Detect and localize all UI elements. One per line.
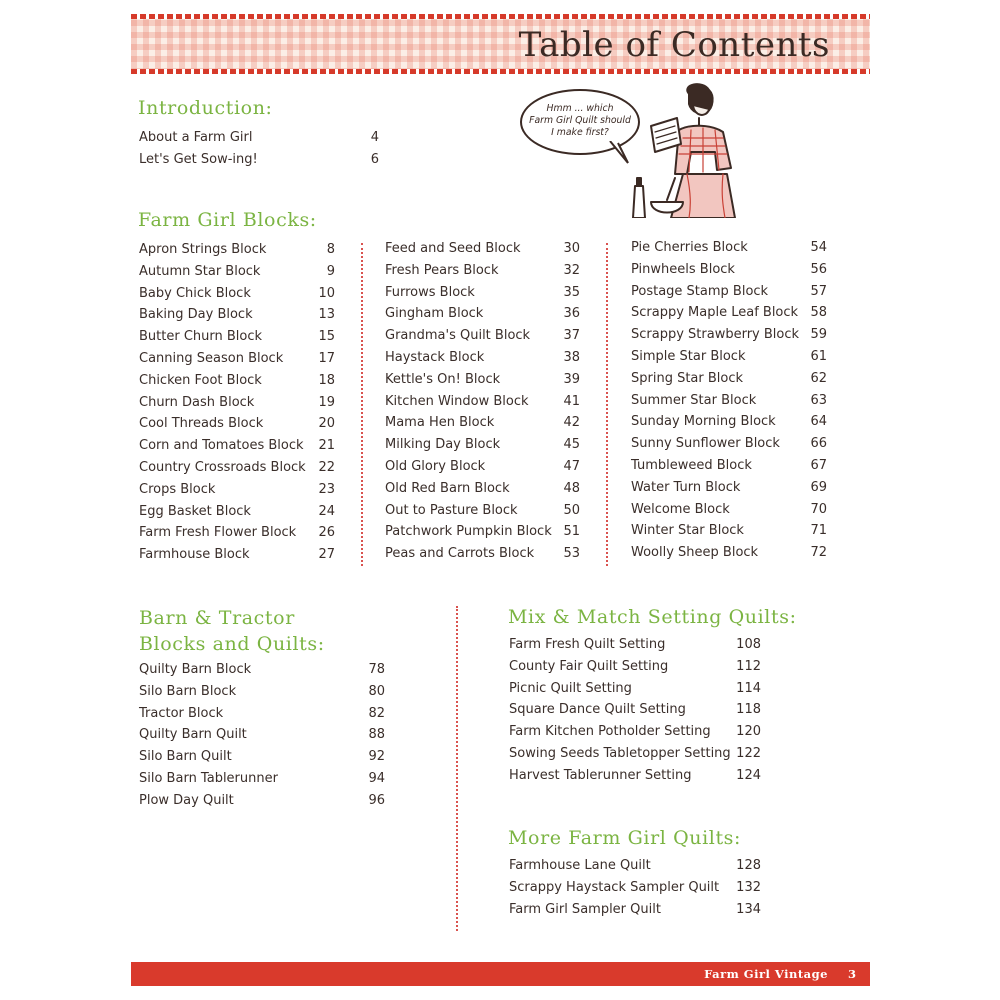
toc-entry-title: Autumn Star Block xyxy=(139,263,261,279)
toc-entry xyxy=(139,457,335,479)
toc-entry-page: 37 xyxy=(563,328,580,344)
toc-entry-title: Plow Day Quilt xyxy=(139,792,234,808)
toc-entry-title: Pie Cherries Block xyxy=(631,240,748,255)
toc-entry-page: 61 xyxy=(810,348,827,364)
toc-entry xyxy=(139,392,335,414)
toc-entry-page: 36 xyxy=(563,306,580,322)
toc-entry-title: Gingham Block xyxy=(385,306,484,322)
toc-entry-page: 18 xyxy=(318,372,335,388)
toc-entry xyxy=(509,721,761,743)
toc-entry xyxy=(631,499,827,521)
toc-entry-title: Farmhouse Block xyxy=(139,547,250,563)
speech-bubble-tail-icon xyxy=(608,141,630,165)
toc-entry-page: 64 xyxy=(810,414,827,430)
barn-tractor-heading xyxy=(139,605,325,657)
toc-entry-title: Old Glory Block xyxy=(385,458,486,474)
toc-entry xyxy=(631,237,827,259)
toc-entry-title: Picnic Quilt Setting xyxy=(509,680,632,696)
toc-entry-page: 56 xyxy=(810,261,827,277)
toc-entry-title: Haystack Block xyxy=(385,349,485,365)
toc-entry-page: 13 xyxy=(318,307,335,323)
toc-entry xyxy=(385,412,580,434)
toc-entry xyxy=(631,324,827,346)
toc-entry-page: 20 xyxy=(318,416,335,432)
toc-entry-page: 6 xyxy=(370,151,379,167)
toc-entry xyxy=(385,325,580,347)
toc-entry xyxy=(139,413,335,435)
introduction-heading: Introduction: xyxy=(138,97,273,119)
toc-entry xyxy=(385,238,580,260)
toc-entry xyxy=(139,479,335,501)
toc-entry-title: Corn and Tomatoes Block xyxy=(139,438,304,454)
toc-entry-title: Kettle's On! Block xyxy=(385,371,501,387)
barn-tractor-heading-line-2: Blocks and Quilts: xyxy=(139,633,325,655)
toc-entry xyxy=(139,790,385,812)
toc-entry-title: Egg Basket Block xyxy=(139,503,251,519)
toc-entry-page: 69 xyxy=(810,479,827,495)
toc-entry-title: Farm Kitchen Potholder Setting xyxy=(509,724,711,740)
toc-entry xyxy=(385,303,580,325)
farm-girl-blocks-column-1 xyxy=(139,239,335,566)
toc-entry-page: 82 xyxy=(368,705,385,721)
toc-entry xyxy=(385,260,580,282)
toc-entry-page: 15 xyxy=(318,329,335,345)
toc-entry-page: 88 xyxy=(368,727,385,743)
toc-entry xyxy=(509,899,761,921)
toc-entry-title: Fresh Pears Block xyxy=(385,262,499,278)
toc-entry-title: Butter Churn Block xyxy=(139,329,263,345)
toc-entry-page: 27 xyxy=(318,547,335,563)
toc-entry xyxy=(139,746,385,768)
toc-entry-page: 72 xyxy=(810,545,827,561)
column-divider-1 xyxy=(361,243,363,566)
toc-entry-page: 94 xyxy=(368,770,385,786)
mix-match-heading: Mix & Match Setting Quilts: xyxy=(508,606,797,628)
toc-entry-title: Farm Fresh Flower Block xyxy=(139,525,297,541)
toc-entry xyxy=(631,542,827,564)
toc-entry xyxy=(385,478,580,500)
toc-entry-title: Churn Dash Block xyxy=(139,394,255,410)
toc-entry xyxy=(139,261,335,283)
toc-entry xyxy=(139,149,379,171)
toc-entry-title: Postage Stamp Block xyxy=(631,283,769,299)
toc-entry xyxy=(631,455,827,477)
toc-entry-page: 59 xyxy=(810,327,827,343)
toc-entry xyxy=(631,390,827,412)
toc-entry xyxy=(139,370,335,392)
toc-entry-page: 80 xyxy=(368,683,385,699)
toc-entry xyxy=(139,501,335,523)
farm-girl-blocks-column-3 xyxy=(631,237,827,564)
toc-entry-page: 57 xyxy=(810,283,827,299)
toc-entry-title: Quilty Barn Quilt xyxy=(139,727,247,743)
toc-entry-page: 96 xyxy=(368,792,385,808)
toc-entry-title: Country Crossroads Block xyxy=(139,459,306,475)
toc-entry-page: 92 xyxy=(368,749,385,765)
toc-entry-title: Silo Barn Block xyxy=(139,683,237,699)
toc-entry xyxy=(631,520,827,542)
toc-entry xyxy=(139,724,385,746)
toc-entry-page: 134 xyxy=(736,901,761,917)
farm-girl-blocks-heading: Farm Girl Blocks: xyxy=(138,209,317,231)
toc-entry-title: Sunny Sunflower Block xyxy=(631,436,780,452)
toc-entry-title: Harvest Tablerunner Setting xyxy=(509,767,692,783)
toc-entry-title: Milking Day Block xyxy=(385,437,501,453)
toc-entry xyxy=(631,368,827,390)
toc-entry-page: 8 xyxy=(326,242,335,257)
mix-match-list xyxy=(509,634,761,787)
toc-entry xyxy=(139,127,379,149)
toc-entry-title: Spring Star Block xyxy=(631,370,744,386)
toc-entry-page: 53 xyxy=(563,546,580,562)
barn-tractor-list xyxy=(139,659,385,812)
toc-entry xyxy=(385,369,580,391)
toc-entry xyxy=(385,282,580,304)
toc-entry-title: Peas and Carrots Block xyxy=(385,546,535,562)
column-divider-2 xyxy=(606,243,608,566)
toc-entry xyxy=(509,765,761,787)
toc-entry-page: 30 xyxy=(563,241,580,256)
toc-entry-page: 47 xyxy=(563,458,580,474)
toc-entry xyxy=(509,656,761,678)
toc-entry-title: Mama Hen Block xyxy=(385,415,495,431)
toc-entry xyxy=(509,855,761,877)
introduction-list xyxy=(139,127,379,171)
toc-entry-title: Scrappy Maple Leaf Block xyxy=(631,305,799,321)
toc-entry xyxy=(509,743,761,765)
toc-entry-page: 54 xyxy=(810,240,827,255)
toc-entry xyxy=(139,304,335,326)
gingham-header-banner xyxy=(131,14,870,74)
toc-entry xyxy=(509,699,761,721)
toc-entry-title: Canning Season Block xyxy=(139,350,284,366)
footer-book-title: Farm Girl Vintage xyxy=(704,967,828,981)
toc-entry-page: 22 xyxy=(318,459,335,475)
toc-entry-title: Baby Chick Block xyxy=(139,285,251,301)
toc-entry-page: 112 xyxy=(736,658,761,674)
vintage-woman-reading-cookbook-icon xyxy=(631,82,761,218)
toc-entry-title: Kitchen Window Block xyxy=(385,393,529,409)
toc-entry-title: Chicken Foot Block xyxy=(139,372,262,388)
toc-entry-title: Farmhouse Lane Quilt xyxy=(509,858,651,873)
toc-entry-title: Water Turn Block xyxy=(631,479,741,495)
toc-entry-page: 124 xyxy=(736,767,761,783)
footer-bar xyxy=(131,962,870,986)
toc-entry-title: Cool Threads Block xyxy=(139,416,264,432)
toc-entry xyxy=(139,283,335,305)
toc-entry-title: Sunday Morning Block xyxy=(631,414,776,430)
toc-entry-title: Simple Star Block xyxy=(631,348,746,364)
toc-entry-title: Welcome Block xyxy=(631,501,730,517)
toc-entry xyxy=(631,433,827,455)
toc-entry-page: 24 xyxy=(318,503,335,519)
toc-entry-page: 17 xyxy=(318,350,335,366)
toc-entry xyxy=(139,348,335,370)
toc-entry-title: Square Dance Quilt Setting xyxy=(509,702,686,718)
page-title: Table of Contents xyxy=(518,25,830,65)
toc-entry-page: 42 xyxy=(563,415,580,431)
toc-entry-title: County Fair Quilt Setting xyxy=(509,658,669,674)
toc-entry xyxy=(385,391,580,413)
toc-entry xyxy=(139,703,385,725)
toc-entry-title: Farm Girl Sampler Quilt xyxy=(509,901,661,917)
toc-entry xyxy=(509,678,761,700)
toc-entry-title: Summer Star Block xyxy=(631,392,757,408)
toc-entry-title: Winter Star Block xyxy=(631,523,744,539)
toc-entry-title: Sowing Seeds Tabletopper Setting xyxy=(509,745,731,761)
toc-entry-page: 67 xyxy=(810,457,827,473)
toc-entry-title: Out to Pasture Block xyxy=(385,502,518,518)
toc-entry xyxy=(139,544,335,566)
toc-entry-page: 10 xyxy=(318,285,335,301)
toc-entry-title: Tumbleweed Block xyxy=(631,457,752,473)
toc-entry-page: 132 xyxy=(736,879,761,895)
toc-entry-page: 4 xyxy=(370,130,379,145)
toc-entry-page: 63 xyxy=(810,392,827,408)
toc-entry-page: 128 xyxy=(736,858,761,873)
toc-entry-title: Patchwork Pumpkin Block xyxy=(385,524,552,540)
toc-entry xyxy=(385,521,580,543)
toc-entry-title: Grandma's Quilt Block xyxy=(385,328,531,344)
toc-entry-page: 122 xyxy=(736,745,761,761)
toc-entry-page: 66 xyxy=(810,436,827,452)
toc-entry xyxy=(631,477,827,499)
toc-entry-page: 35 xyxy=(563,284,580,300)
toc-entry-page: 51 xyxy=(563,524,580,540)
toc-entry-page: 114 xyxy=(736,680,761,696)
toc-entry-title: Woolly Sheep Block xyxy=(631,545,759,561)
toc-entry-title: Crops Block xyxy=(139,481,216,497)
toc-entry xyxy=(139,681,385,703)
toc-entry xyxy=(631,259,827,281)
toc-entry xyxy=(385,434,580,456)
toc-entry xyxy=(139,326,335,348)
toc-entry xyxy=(385,456,580,478)
toc-entry-title: About a Farm Girl xyxy=(139,130,253,145)
toc-entry xyxy=(385,347,580,369)
farm-girl-blocks-column-2 xyxy=(385,238,580,565)
toc-entry xyxy=(139,522,335,544)
toc-entry-title: Feed and Seed Block xyxy=(385,241,521,256)
toc-page xyxy=(131,14,870,986)
toc-entry-page: 39 xyxy=(563,371,580,387)
toc-entry-page: 118 xyxy=(736,702,761,718)
toc-entry-page: 108 xyxy=(736,637,761,652)
toc-entry-page: 38 xyxy=(563,349,580,365)
toc-entry-title: Scrappy Haystack Sampler Quilt xyxy=(509,879,720,895)
toc-entry-page: 41 xyxy=(563,393,580,409)
toc-entry xyxy=(139,768,385,790)
toc-entry xyxy=(139,659,385,681)
toc-entry-page: 78 xyxy=(368,662,385,677)
toc-entry-page: 32 xyxy=(563,262,580,278)
toc-entry-page: 71 xyxy=(810,523,827,539)
toc-entry-page: 19 xyxy=(318,394,335,410)
toc-entry-page: 23 xyxy=(318,481,335,497)
toc-entry-page: 50 xyxy=(563,502,580,518)
bubble-line-2: Farm Girl Quilt should xyxy=(529,115,631,126)
banner-bottom-edge xyxy=(131,69,870,74)
bubble-line-1: Hmm ... which xyxy=(546,103,614,114)
toc-entry-page: 120 xyxy=(736,724,761,740)
banner-top-edge xyxy=(131,14,870,19)
toc-entry xyxy=(509,634,761,656)
column-divider-3 xyxy=(456,606,458,931)
toc-entry-page: 45 xyxy=(563,437,580,453)
toc-entry xyxy=(139,239,335,261)
toc-entry-title: Farm Fresh Quilt Setting xyxy=(509,637,666,652)
toc-entry-title: Baking Day Block xyxy=(139,307,253,323)
toc-entry xyxy=(631,411,827,433)
toc-entry-title: Scrappy Strawberry Block xyxy=(631,327,800,343)
toc-entry xyxy=(631,302,827,324)
more-quilts-list xyxy=(509,855,761,920)
toc-entry-title: Quilty Barn Block xyxy=(139,662,252,677)
toc-entry-title: Furrows Block xyxy=(385,284,475,300)
bubble-line-3: I make first? xyxy=(551,127,609,138)
toc-entry-title: Pinwheels Block xyxy=(631,261,735,277)
toc-entry-title: Tractor Block xyxy=(139,705,224,721)
barn-tractor-heading-line-1: Barn & Tractor xyxy=(139,607,295,629)
toc-entry-title: Silo Barn Tablerunner xyxy=(139,770,278,786)
toc-entry-page: 48 xyxy=(563,480,580,496)
toc-entry-page: 70 xyxy=(810,501,827,517)
toc-entry-page: 62 xyxy=(810,370,827,386)
toc-entry xyxy=(631,281,827,303)
toc-entry xyxy=(385,543,580,565)
toc-entry-page: 58 xyxy=(810,305,827,321)
toc-entry-title: Apron Strings Block xyxy=(139,242,267,257)
toc-entry xyxy=(631,346,827,368)
toc-entry-page: 26 xyxy=(318,525,335,541)
toc-entry-title: Let's Get Sow-ing! xyxy=(139,151,258,167)
toc-entry-page: 9 xyxy=(326,263,335,279)
more-quilts-heading: More Farm Girl Quilts: xyxy=(508,827,742,849)
toc-entry-title: Silo Barn Quilt xyxy=(139,749,232,765)
toc-entry xyxy=(139,435,335,457)
toc-entry-page: 21 xyxy=(318,438,335,454)
toc-entry xyxy=(509,877,761,899)
toc-entry-title: Old Red Barn Block xyxy=(385,480,510,496)
toc-entry xyxy=(385,500,580,522)
footer-page-number: 3 xyxy=(847,967,856,981)
